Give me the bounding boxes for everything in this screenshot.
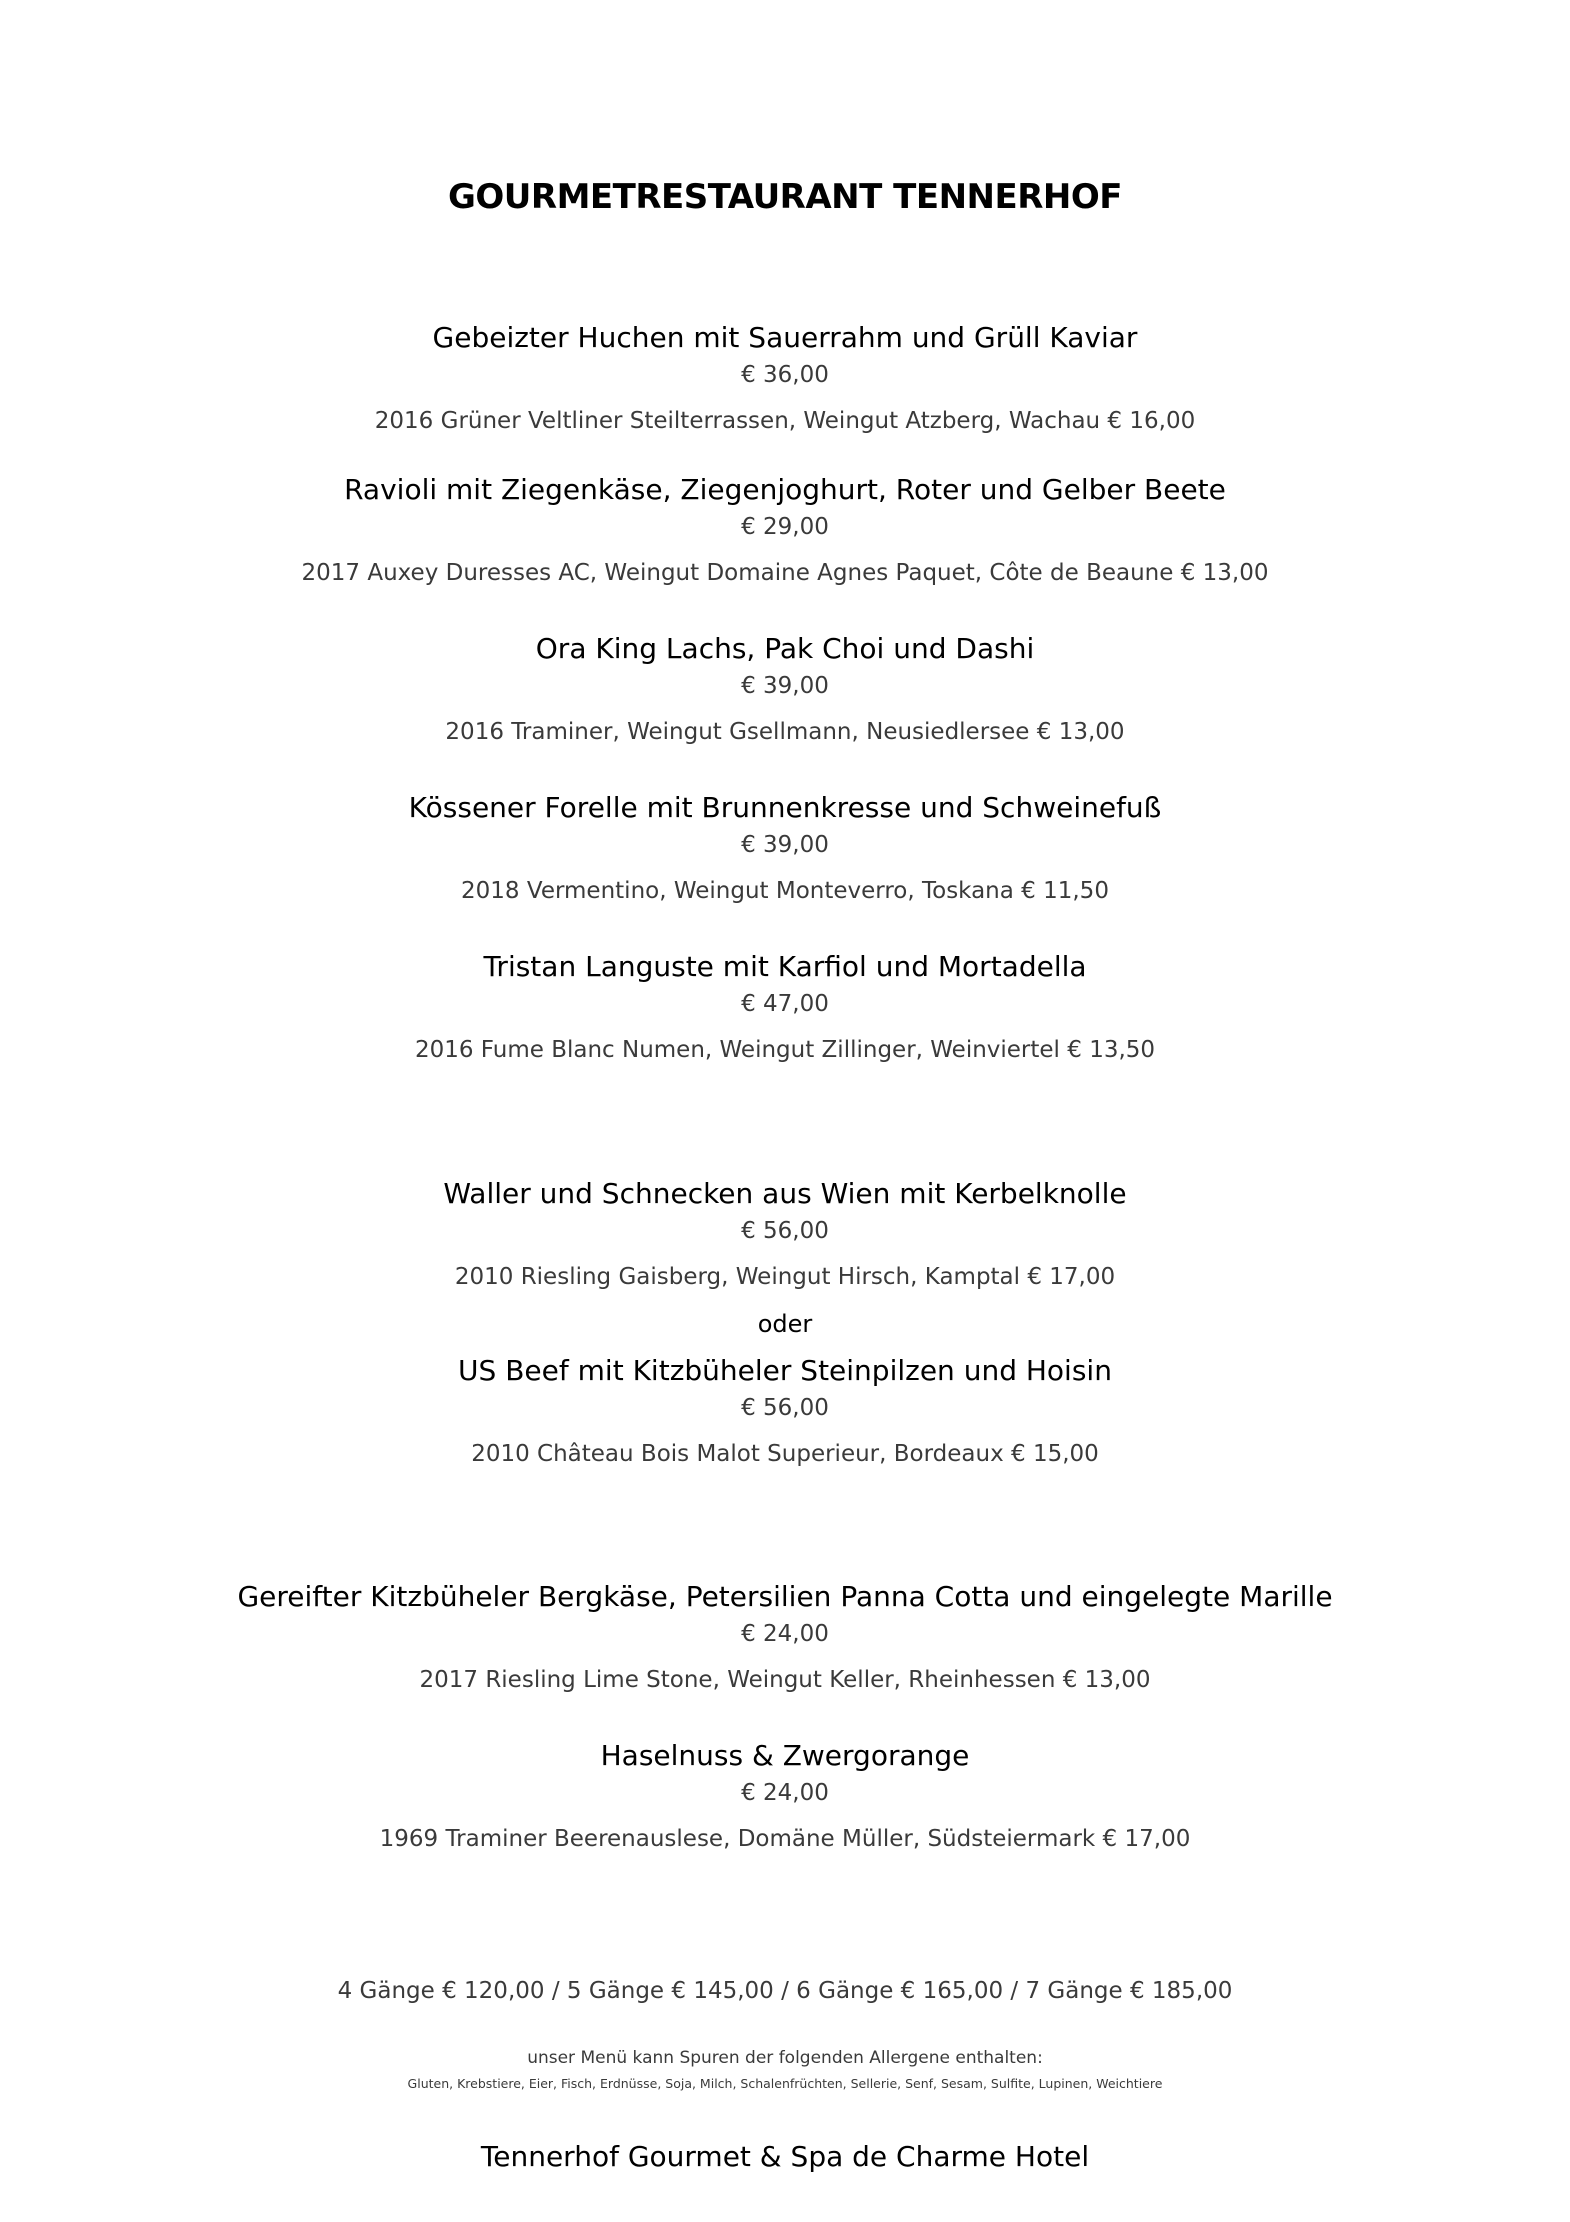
dish-price: € 47,00 bbox=[741, 991, 829, 1017]
dish-price: € 39,00 bbox=[741, 832, 829, 858]
wine-pairing: 2016 Fume Blanc Numen, Weingut Zillinger, Weinviertel € 13,50 bbox=[414, 1037, 1156, 1063]
course-package-prices: 4 Gänge € 120,00 / 5 Gänge € 145,00 / 6 Gänge € 165,00 / 7 Gänge € 185,00 bbox=[337, 1978, 1233, 2004]
wine-pairing: 2010 Château Bois Malot Superieur, Bordeaux € 15,00 bbox=[471, 1441, 1099, 1467]
dish-price: € 56,00 bbox=[741, 1395, 829, 1421]
dish-name: Waller und Schnecken aus Wien mit Kerbelknolle bbox=[443, 1177, 1127, 1210]
page-title: GOURMETRESTAURANT TENNERHOF bbox=[448, 177, 1122, 217]
hotel-footer: Tennerhof Gourmet & Spa de Charme Hotel bbox=[480, 2140, 1090, 2173]
dish-name: Tristan Languste mit Karfiol und Mortadella bbox=[483, 950, 1087, 983]
dish-name: Ravioli mit Ziegenkäse, Ziegenjoghurt, Roter und Gelber Beete bbox=[344, 473, 1226, 506]
dish-name: Ora King Lachs, Pak Choi und Dashi bbox=[535, 632, 1035, 665]
wine-pairing: 2017 Auxey Duresses AC, Weingut Domaine Agnes Paquet, Côte de Beaune € 13,00 bbox=[301, 560, 1269, 586]
dish-name: Haselnuss & Zwergorange bbox=[600, 1739, 970, 1772]
wine-pairing: 2017 Riesling Lime Stone, Weingut Keller, Rheinhessen € 13,00 bbox=[419, 1667, 1151, 1693]
dish-name: Gebeizter Huchen mit Sauerrahm und Grüll Kaviar bbox=[432, 321, 1138, 354]
dish-price: € 24,00 bbox=[741, 1780, 829, 1806]
dish-name: Kössener Forelle mit Brunnenkresse und Schweinefuß bbox=[408, 791, 1162, 824]
allergen-list: Gluten, Krebstiere, Eier, Fisch, Erdnüsse, Soja, Milch, Schalenfrüchten, Sellerie, Senf, Sesam, Sulfite, Lupinen, Weichtiere bbox=[407, 2076, 1163, 2091]
wine-pairing: 2010 Riesling Gaisberg, Weingut Hirsch, Kamptal € 17,00 bbox=[454, 1264, 1116, 1290]
dish-price: € 29,00 bbox=[741, 514, 829, 540]
wine-pairing: 2016 Grüner Veltliner Steilterrassen, Weingut Atzberg, Wachau € 16,00 bbox=[374, 408, 1196, 434]
allergen-notice: unser Menü kann Spuren der folgenden Allergene enthalten: bbox=[527, 2048, 1043, 2068]
dish-price: € 24,00 bbox=[741, 1621, 829, 1647]
course-alternative-separator: oder bbox=[757, 1310, 813, 1338]
wine-pairing: 2016 Traminer, Weingut Gsellmann, Neusiedlersee € 13,00 bbox=[445, 719, 1125, 745]
dish-price: € 36,00 bbox=[741, 362, 829, 388]
dish-name: Gereifter Kitzbüheler Bergkäse, Petersilien Panna Cotta und eingelegte Marille bbox=[237, 1580, 1333, 1613]
wine-pairing: 1969 Traminer Beerenauslese, Domäne Müller, Südsteiermark € 17,00 bbox=[379, 1826, 1191, 1852]
dish-price: € 56,00 bbox=[741, 1218, 829, 1244]
dish-name: US Beef mit Kitzbüheler Steinpilzen und Hoisin bbox=[458, 1354, 1112, 1387]
dish-price: € 39,00 bbox=[741, 673, 829, 699]
wine-pairing: 2018 Vermentino, Weingut Monteverro, Toskana € 11,50 bbox=[461, 878, 1109, 904]
